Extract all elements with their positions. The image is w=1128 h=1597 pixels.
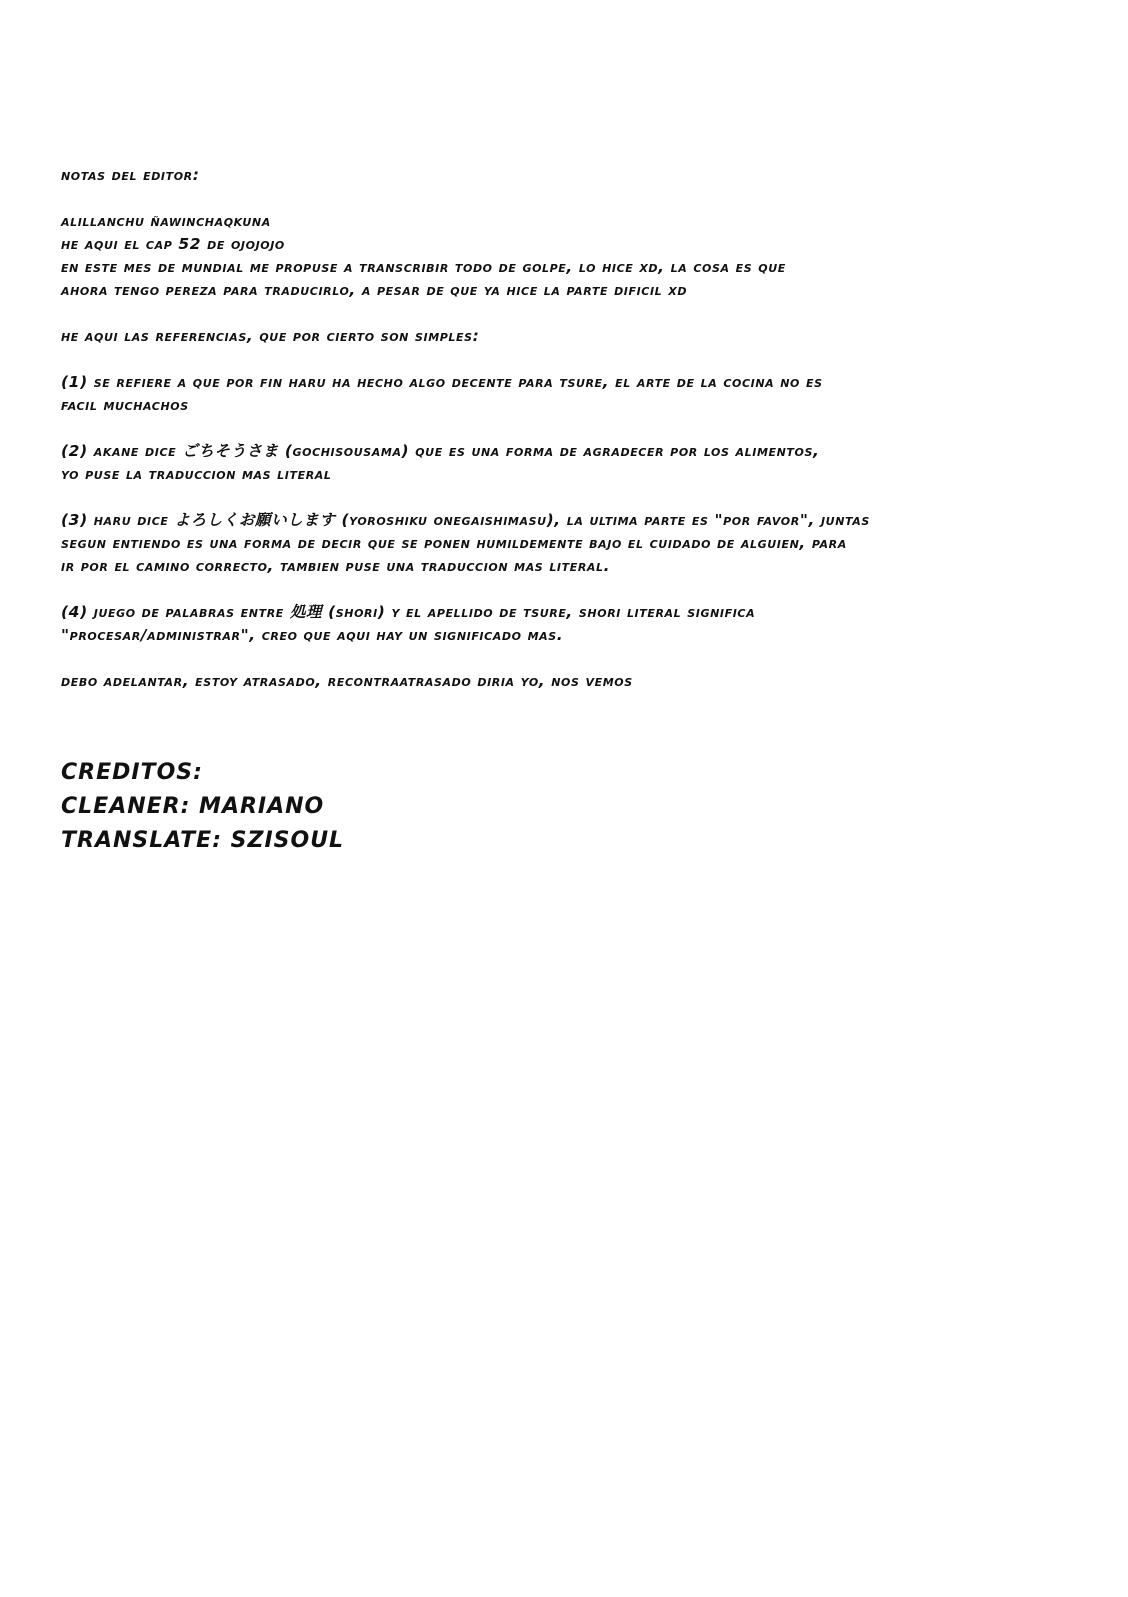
reference-3-line: ir por el camino correcto, tambien puse una traduccion mas literal. xyxy=(61,557,611,575)
credits-title: CREDITOS: xyxy=(61,760,203,785)
credits-block xyxy=(61,756,344,858)
notes-heading: notas del editor: xyxy=(61,166,200,184)
reference-4-line: (4) juego de palabras entre 処理 (shori) y el apellido de tsure, shori literal significa xyxy=(61,603,756,621)
intro-line: en este mes de mundial me propuse a transcribir todo de golpe, lo hice xd, la cosa es que xyxy=(61,258,786,276)
reference-3-line: (3) haru dice よろしくお願いします (yoroshiku onegaishimasu), la ultima parte es "por favor", juntas xyxy=(61,511,870,529)
reference-2-line: yo puse la traduccion mas literal xyxy=(61,465,332,483)
intro-line: he aqui el cap 52 de ojojojo xyxy=(61,235,285,253)
intro-line: ahora tengo pereza para traducirlo, a pesar de que ya hice la parte dificil xd xyxy=(61,281,688,299)
reference-2-line: (2) akane dice ごちそうさま (gochisousama) que es una forma de agradecer por los alimentos, xyxy=(61,442,820,460)
intro-line: alillanchu ñawinchaqkuna xyxy=(61,212,271,230)
reference-1-line: facil muchachos xyxy=(61,396,189,414)
credits-cleaner: CLEANER: MARIANO xyxy=(61,794,325,819)
reference-3-line: segun entiendo es una forma de decir que se ponen humildemente bajo el cuidado de alguien, para xyxy=(61,534,847,552)
reference-1-line: (1) se refiere a que por fin haru ha hecho algo decente para tsure, el arte de la cocina no es xyxy=(61,373,823,391)
references-intro: he aqui las referencias, que por cierto son simples: xyxy=(61,327,480,345)
editor-notes xyxy=(61,164,1071,693)
closing-line: debo adelantar, estoy atrasado, recontraatrasado diria yo, nos vemos xyxy=(61,672,633,690)
credits-translate: TRANSLATE: SZISOUL xyxy=(61,828,345,853)
reference-4-line: "procesar/administrar", creo que aqui hay un significado mas. xyxy=(61,626,564,644)
